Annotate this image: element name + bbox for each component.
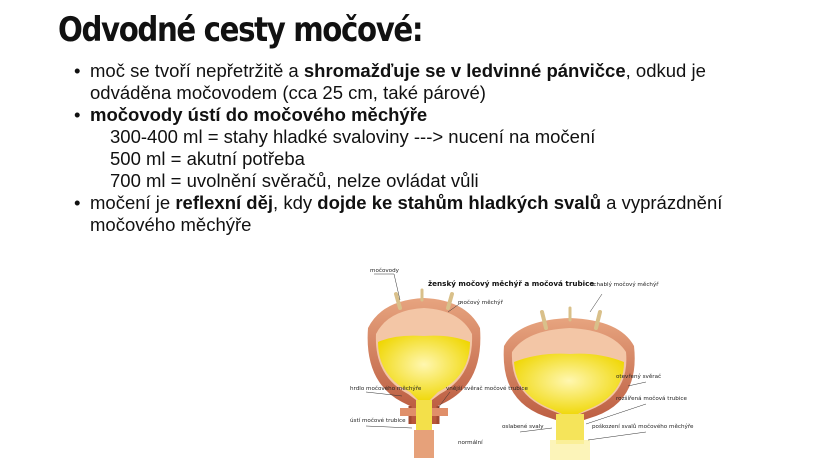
subline-300-400: 300-400 ml = stahy hladké svaloviny ---> nucení na močení [110, 126, 596, 147]
normal-bladder [368, 290, 481, 458]
bullet-urination-reflex: • močení je reflexní děj, kdy dojde ke stahům hladkých svalů a vyprázdnění močového měchýře [74, 192, 723, 235]
slide-title: Odvodné cesty močové: [58, 10, 423, 50]
label-muscle-damage: poškození svalů močového měchýře [592, 424, 694, 430]
slide-content [74, 60, 774, 236]
label-open-sphincter: otevřený svěrač [616, 374, 662, 380]
label-bladder-neck: hrdlo močového měchýře [350, 386, 422, 392]
label-external-sphincter: vnější svěrač močové trubice [446, 386, 528, 392]
bullet-dot: • [74, 192, 81, 213]
bullet-ureters: • močovody ústí do močového měchýře [74, 104, 428, 125]
label-weak-bladder: ochablý močový měchýř [590, 282, 659, 288]
subline-500: 500 ml = akutní potřeba [110, 148, 305, 169]
label-normal: normální [458, 440, 483, 446]
label-urethra-opening: ústí močové trubice [350, 418, 406, 424]
subline-700: 700 ml = uvolnění svěračů, nelze ovládat vůli [110, 170, 479, 191]
bullet-dot: • [74, 104, 81, 125]
bullet-urine-formation: • moč se tvoří nepřetržitě a shromažďuje se v ledvinné pánvičce, odkud je odváděna močovodem (cca 25 cm, také párové) [74, 60, 706, 103]
weakened-bladder [504, 308, 635, 460]
bladder-diagram [350, 264, 694, 460]
figure-title: ženský močový měchýř a močová trubice [428, 279, 595, 288]
label-dilated-urethra: rozšířená močová trubice [616, 396, 687, 402]
label-weakened-muscles: oslabené svaly [502, 424, 544, 430]
label-ureters: močovody [370, 268, 399, 274]
bladder-illustration [350, 264, 694, 460]
bullet-dot: • [74, 60, 81, 81]
label-bladder: močový měchýř [458, 300, 503, 306]
